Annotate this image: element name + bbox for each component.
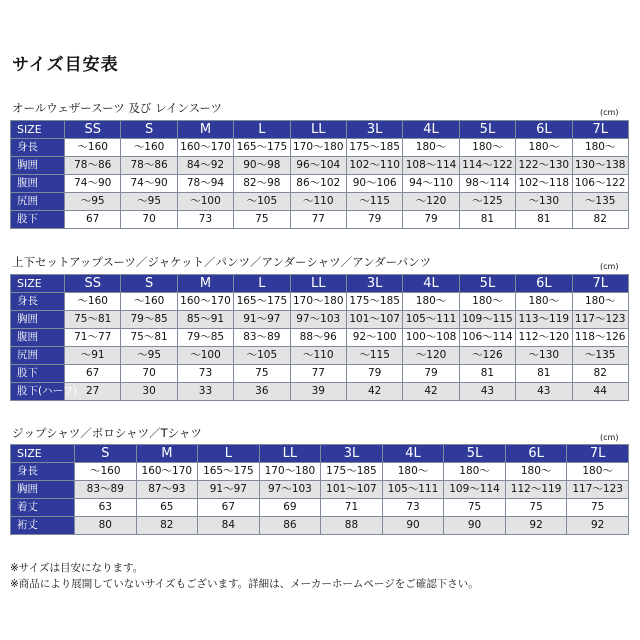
size-table-all-weather xyxy=(10,120,629,229)
size-column-header: L xyxy=(234,275,290,293)
section1-unit: (cm) xyxy=(600,108,619,117)
table-cell: 70 xyxy=(121,211,177,229)
size-corner-label: SIZE xyxy=(11,445,75,463)
table-cell: ～160 xyxy=(65,139,121,157)
table-cell: 180～ xyxy=(444,463,506,481)
row-label: 身長 xyxy=(11,293,65,311)
table-cell: 160～170 xyxy=(177,293,233,311)
table-cell: ～115 xyxy=(346,347,402,365)
table-cell: 108～114 xyxy=(403,157,459,175)
size-table-setup xyxy=(10,274,629,401)
size-column-header: LL xyxy=(259,445,321,463)
table-cell: 88～96 xyxy=(290,329,346,347)
row-label: 股下 xyxy=(11,365,65,383)
table-cell: 122～130 xyxy=(516,157,572,175)
table-cell: 91～97 xyxy=(198,481,260,499)
table-cell: 117～123 xyxy=(567,481,629,499)
table-cell: 43 xyxy=(516,383,572,401)
row-label: 身長 xyxy=(11,463,75,481)
table-cell: 105～111 xyxy=(403,311,459,329)
table-cell: 75 xyxy=(567,499,629,517)
table-cell: ～95 xyxy=(65,193,121,211)
table-cell: 94～110 xyxy=(403,175,459,193)
table-cell: 87～93 xyxy=(136,481,198,499)
table-cell: ～120 xyxy=(403,193,459,211)
table-cell: 67 xyxy=(198,499,260,517)
table-cell: ～110 xyxy=(290,347,346,365)
table-cell: 180～ xyxy=(567,463,629,481)
table-cell: 170～180 xyxy=(290,293,346,311)
table-cell: 170～180 xyxy=(259,463,321,481)
size-corner-label: SIZE xyxy=(11,275,65,293)
table-cell: 83～89 xyxy=(75,481,137,499)
table-row xyxy=(11,499,629,517)
table-cell: 39 xyxy=(290,383,346,401)
table-cell: 112～120 xyxy=(516,329,572,347)
table-cell: 175～185 xyxy=(346,139,402,157)
table-cell: 90～98 xyxy=(234,157,290,175)
table-cell: 73 xyxy=(382,499,444,517)
table-cell: ～91 xyxy=(65,347,121,365)
table-cell: 77 xyxy=(290,365,346,383)
row-label: 腹囲 xyxy=(11,175,65,193)
table-cell: 109～114 xyxy=(444,481,506,499)
row-label: 身長 xyxy=(11,139,65,157)
table-cell: 160～170 xyxy=(177,139,233,157)
table-cell: 67 xyxy=(65,211,121,229)
size-corner-label: SIZE xyxy=(11,121,65,139)
table-cell: 79 xyxy=(403,211,459,229)
size-column-header: LL xyxy=(290,121,346,139)
table-cell: 81 xyxy=(516,211,572,229)
table-cell: ～95 xyxy=(121,193,177,211)
table-cell: 74～90 xyxy=(121,175,177,193)
table-cell: 75 xyxy=(234,211,290,229)
table-cell: 84～92 xyxy=(177,157,233,175)
size-column-header: S xyxy=(75,445,137,463)
table-cell: 175～185 xyxy=(346,293,402,311)
table-cell: 75 xyxy=(444,499,506,517)
table-cell: 101～107 xyxy=(346,311,402,329)
table-row xyxy=(11,517,629,535)
table-cell: 82 xyxy=(572,211,628,229)
table-cell: 97～103 xyxy=(290,311,346,329)
size-column-header: SS xyxy=(65,275,121,293)
table-cell: 77 xyxy=(290,211,346,229)
size-table-shirts xyxy=(10,444,629,535)
size-column-header: 5L xyxy=(444,445,506,463)
row-label: 胸囲 xyxy=(11,481,75,499)
table-cell: 180～ xyxy=(505,463,567,481)
table-cell: 112～119 xyxy=(505,481,567,499)
table-cell: 71～77 xyxy=(65,329,121,347)
table-cell: 180～ xyxy=(459,293,515,311)
table-cell: 84 xyxy=(198,517,260,535)
table-cell: 114～122 xyxy=(459,157,515,175)
table-cell: 92～100 xyxy=(346,329,402,347)
table-cell: 109～115 xyxy=(459,311,515,329)
table-cell: 113～119 xyxy=(516,311,572,329)
table-cell: 180～ xyxy=(403,293,459,311)
table-cell: 88 xyxy=(321,517,383,535)
row-label: 着丈 xyxy=(11,499,75,517)
size-column-header: SS xyxy=(65,121,121,139)
table-cell: 92 xyxy=(567,517,629,535)
table-cell: 85～91 xyxy=(177,311,233,329)
table-cell: 82 xyxy=(572,365,628,383)
size-column-header: M xyxy=(136,445,198,463)
table-row xyxy=(11,211,629,229)
table-cell: 81 xyxy=(459,211,515,229)
table-row xyxy=(11,139,629,157)
table-cell: ～120 xyxy=(403,347,459,365)
table-cell: 97～103 xyxy=(259,481,321,499)
size-column-header: M xyxy=(177,275,233,293)
size-column-header: M xyxy=(177,121,233,139)
table-cell: 79 xyxy=(346,211,402,229)
size-column-header: LL xyxy=(290,275,346,293)
table-cell: ～130 xyxy=(516,347,572,365)
size-column-header: 7L xyxy=(572,121,628,139)
table-cell: 74～90 xyxy=(65,175,121,193)
table-cell: 91～97 xyxy=(234,311,290,329)
table-cell: 165～175 xyxy=(234,139,290,157)
table-cell: 83～89 xyxy=(234,329,290,347)
size-column-header: 3L xyxy=(346,275,402,293)
section1-title: オールウェザースーツ 及び レインスーツ xyxy=(12,101,223,115)
table-cell: ～135 xyxy=(572,193,628,211)
table-cell: 90 xyxy=(382,517,444,535)
table-cell: 165～175 xyxy=(234,293,290,311)
row-label: 股下 xyxy=(11,211,65,229)
table-cell: 180～ xyxy=(459,139,515,157)
size-header-row xyxy=(11,445,629,463)
table-cell: 82 xyxy=(136,517,198,535)
table-cell: ～125 xyxy=(459,193,515,211)
table-cell: 102～110 xyxy=(346,157,402,175)
section2-unit: (cm) xyxy=(600,262,619,271)
size-column-header: 3L xyxy=(321,445,383,463)
size-column-header: 4L xyxy=(403,275,459,293)
size-column-header: L xyxy=(198,445,260,463)
table-cell: 75 xyxy=(234,365,290,383)
table-cell: ～110 xyxy=(290,193,346,211)
table-cell: 102～118 xyxy=(516,175,572,193)
table-cell: 165～175 xyxy=(198,463,260,481)
row-label: 胸囲 xyxy=(11,311,65,329)
table-cell: 96～104 xyxy=(290,157,346,175)
table-cell: 30 xyxy=(121,383,177,401)
table-cell: 180～ xyxy=(572,139,628,157)
table-row xyxy=(11,193,629,211)
table-cell: 36 xyxy=(234,383,290,401)
table-cell: 180～ xyxy=(516,139,572,157)
table-row xyxy=(11,383,629,401)
size-column-header: L xyxy=(234,121,290,139)
size-header-row xyxy=(11,275,629,293)
table-cell: 106～114 xyxy=(459,329,515,347)
table-cell: 92 xyxy=(505,517,567,535)
table-cell: 175～185 xyxy=(321,463,383,481)
page-title: サイズ目安表 xyxy=(12,55,119,75)
table-row xyxy=(11,329,629,347)
note-approximate: ※サイズは目安になります。 xyxy=(10,562,144,574)
table-cell: 100～108 xyxy=(403,329,459,347)
row-label: 腹囲 xyxy=(11,329,65,347)
table-cell: 75 xyxy=(505,499,567,517)
row-label: 尻囲 xyxy=(11,347,65,365)
table-cell: 78～94 xyxy=(177,175,233,193)
row-label: 尻囲 xyxy=(11,193,65,211)
table-cell: ～160 xyxy=(75,463,137,481)
size-column-header: 6L xyxy=(505,445,567,463)
table-cell: ～95 xyxy=(121,347,177,365)
row-label: 股下(ハーフ) xyxy=(11,383,65,401)
table-cell: 106～122 xyxy=(572,175,628,193)
table-cell: 78～86 xyxy=(121,157,177,175)
table-row xyxy=(11,311,629,329)
size-column-header: 4L xyxy=(403,121,459,139)
size-column-header: 3L xyxy=(346,121,402,139)
table-cell: 79 xyxy=(346,365,402,383)
table-row xyxy=(11,175,629,193)
table-cell: ～100 xyxy=(177,347,233,365)
size-column-header: 7L xyxy=(572,275,628,293)
table-cell: ～126 xyxy=(459,347,515,365)
table-cell: 73 xyxy=(177,211,233,229)
table-cell: 79～85 xyxy=(177,329,233,347)
table-row xyxy=(11,365,629,383)
table-cell: 81 xyxy=(459,365,515,383)
section3-title: ジップシャツ／ポロシャツ／Tシャツ xyxy=(12,426,202,440)
table-cell: 27 xyxy=(65,383,121,401)
table-row xyxy=(11,463,629,481)
table-cell: 42 xyxy=(403,383,459,401)
table-cell: 79 xyxy=(403,365,459,383)
table-cell: 42 xyxy=(346,383,402,401)
table-cell: 105～111 xyxy=(382,481,444,499)
row-label: 胸囲 xyxy=(11,157,65,175)
table-cell: 86～102 xyxy=(290,175,346,193)
size-column-header: 5L xyxy=(459,121,515,139)
table-cell: 75～81 xyxy=(121,329,177,347)
size-column-header: 6L xyxy=(516,121,572,139)
table-cell: 67 xyxy=(65,365,121,383)
table-cell: 180～ xyxy=(516,293,572,311)
table-cell: 71 xyxy=(321,499,383,517)
table-cell: 75～81 xyxy=(65,311,121,329)
table-row xyxy=(11,481,629,499)
table-cell: 170～180 xyxy=(290,139,346,157)
table-cell: 82～98 xyxy=(234,175,290,193)
table-cell: 86 xyxy=(259,517,321,535)
table-cell: 160～170 xyxy=(136,463,198,481)
size-column-header: 5L xyxy=(459,275,515,293)
table-cell: ～105 xyxy=(234,347,290,365)
table-cell: 98～114 xyxy=(459,175,515,193)
table-cell: 33 xyxy=(177,383,233,401)
table-cell: 117～123 xyxy=(572,311,628,329)
table-cell: ～100 xyxy=(177,193,233,211)
table-cell: ～160 xyxy=(121,293,177,311)
section3-unit: (cm) xyxy=(600,433,619,442)
table-cell: 101～107 xyxy=(321,481,383,499)
table-cell: ～130 xyxy=(516,193,572,211)
table-row xyxy=(11,157,629,175)
table-row xyxy=(11,293,629,311)
size-column-header: 6L xyxy=(516,275,572,293)
table-cell: 90 xyxy=(444,517,506,535)
table-cell: 130～138 xyxy=(572,157,628,175)
row-label: 裄丈 xyxy=(11,517,75,535)
table-cell: 65 xyxy=(136,499,198,517)
table-cell: 63 xyxy=(75,499,137,517)
section2-title: 上下セットアップスーツ／ジャケット／パンツ／アンダーシャツ／アンダーパンツ xyxy=(12,255,432,269)
table-cell: 118～126 xyxy=(572,329,628,347)
size-column-header: 4L xyxy=(382,445,444,463)
size-header-row xyxy=(11,121,629,139)
size-column-header: S xyxy=(121,275,177,293)
table-cell: 180～ xyxy=(382,463,444,481)
table-cell: 90～106 xyxy=(346,175,402,193)
table-cell: 80 xyxy=(75,517,137,535)
table-cell: ～115 xyxy=(346,193,402,211)
table-cell: 180～ xyxy=(572,293,628,311)
table-cell: ～160 xyxy=(65,293,121,311)
table-cell: 180～ xyxy=(403,139,459,157)
table-cell: ～105 xyxy=(234,193,290,211)
table-row xyxy=(11,347,629,365)
table-cell: 78～86 xyxy=(65,157,121,175)
size-column-header: 7L xyxy=(567,445,629,463)
table-cell: 70 xyxy=(121,365,177,383)
table-cell: ～160 xyxy=(121,139,177,157)
table-cell: 81 xyxy=(516,365,572,383)
table-cell: 44 xyxy=(572,383,628,401)
table-cell: 69 xyxy=(259,499,321,517)
table-cell: 43 xyxy=(459,383,515,401)
note-availability: ※商品により展開していないサイズもございます。詳細は、メーカーホームページをご確認下さい。 xyxy=(10,578,479,590)
table-cell: ～135 xyxy=(572,347,628,365)
size-column-header: S xyxy=(121,121,177,139)
table-cell: 73 xyxy=(177,365,233,383)
table-cell: 79～85 xyxy=(121,311,177,329)
